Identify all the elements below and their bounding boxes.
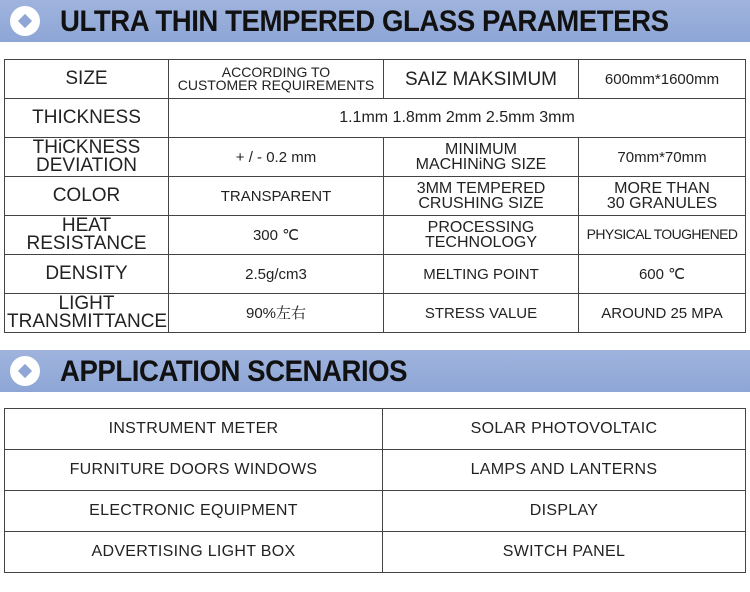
parameters-header	[0, 0, 750, 42]
melting-label: MELTING POINT	[384, 255, 579, 294]
density-value: 2.5g/cm3	[169, 255, 384, 294]
deviation-label: THiCKNESS DEVIATION	[5, 138, 169, 177]
light-label: LIGHT TRANSMITTANCE	[5, 294, 169, 333]
color-label: COLOR	[5, 177, 169, 216]
size-value: ACCORDING TO CUSTOMER REQUIREMENTS	[169, 60, 384, 99]
thickness-value: 1.1mm 1.8mm 2mm 2.5mm 3mm	[169, 99, 746, 138]
application-cell: FURNITURE DOORS WINDOWS	[5, 450, 383, 491]
processing-label: PROCESSING TECHNOLOGY	[384, 216, 579, 255]
table-row	[5, 532, 746, 573]
applications-header	[0, 350, 750, 392]
diamond-bullet-icon	[10, 6, 40, 36]
min-machining-label: MINIMUM MACHINiNG SIZE	[384, 138, 579, 177]
processing-value: PHYSICAL TOUGHENED	[579, 216, 746, 255]
deviation-value: + / - 0.2 mm	[169, 138, 384, 177]
application-cell: ELECTRONIC EQUIPMENT	[5, 491, 383, 532]
applications-table	[4, 408, 746, 573]
color-value: TRANSPARENT	[169, 177, 384, 216]
crushing-value: MORE THAN 30 GRANULES	[579, 177, 746, 216]
stress-label: STRESS VALUE	[384, 294, 579, 333]
application-cell: SWITCH PANEL	[383, 532, 746, 573]
table-row	[5, 99, 746, 138]
density-label: DENSITY	[5, 255, 169, 294]
application-cell: DISPLAY	[383, 491, 746, 532]
table-row	[5, 409, 746, 450]
max-size-value: 600mm*1600mm	[579, 60, 746, 99]
thickness-label: THICKNESS	[5, 99, 169, 138]
table-row	[5, 255, 746, 294]
table-row	[5, 491, 746, 532]
table-row	[5, 177, 746, 216]
crushing-label: 3MM TEMPERED CRUSHING SIZE	[384, 177, 579, 216]
parameters-table	[4, 59, 746, 333]
heat-label: HEAT RESISTANCE	[5, 216, 169, 255]
application-cell: ADVERTISING LIGHT BOX	[5, 532, 383, 573]
applications-title: APPLICATION SCENARIOS	[60, 355, 408, 388]
max-size-label: SAIZ MAKSIMUM	[384, 60, 579, 99]
stress-value: AROUND 25 MPA	[579, 294, 746, 333]
melting-value: 600 ℃	[579, 255, 746, 294]
light-value: 90%左右	[169, 294, 384, 333]
table-row	[5, 216, 746, 255]
min-machining-value: 70mm*70mm	[579, 138, 746, 177]
table-row	[5, 60, 746, 99]
heat-value: 300 ℃	[169, 216, 384, 255]
diamond-bullet-icon	[10, 356, 40, 386]
parameters-title: ULTRA THIN TEMPERED GLASS PARAMETERS	[60, 5, 669, 38]
application-cell: INSTRUMENT METER	[5, 409, 383, 450]
table-row	[5, 450, 746, 491]
size-label: SIZE	[5, 60, 169, 99]
application-cell: LAMPS AND LANTERNS	[383, 450, 746, 491]
table-row	[5, 138, 746, 177]
application-cell: SOLAR PHOTOVOLTAIC	[383, 409, 746, 450]
table-row	[5, 294, 746, 333]
